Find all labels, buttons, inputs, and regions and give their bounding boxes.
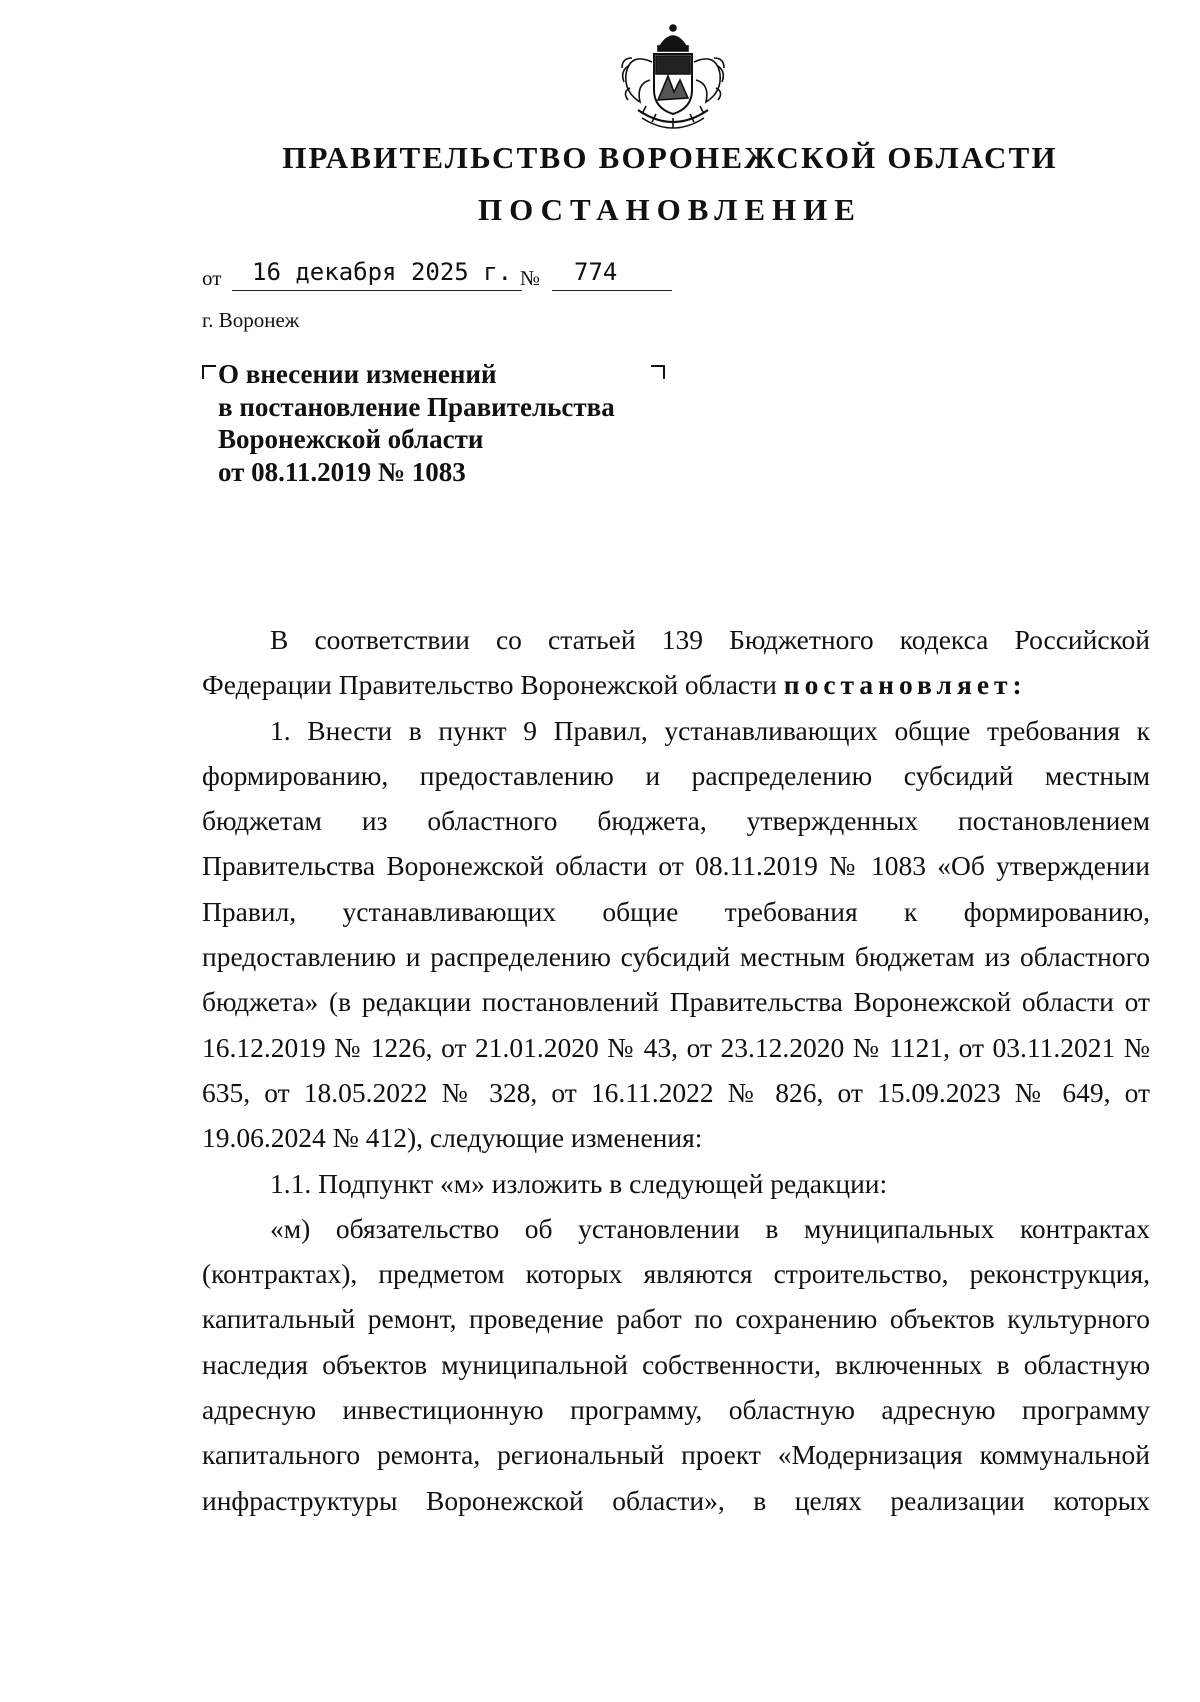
subject-line: Воронежской области <box>218 424 484 454</box>
date-prefix: от <box>202 266 222 290</box>
document-date: 16 декабря 2025 г. <box>252 258 513 286</box>
subject-line: от 08.11.2019 № 1083 <box>218 456 466 487</box>
document-subject <box>218 358 615 488</box>
government-title: ПРАВИТЕЛЬСТВО ВОРОНЕЖСКОЙ ОБЛАСТИ <box>282 140 1058 175</box>
decree-word: постановляет: <box>783 669 1027 701</box>
date-number-line <box>202 258 672 292</box>
number-underline <box>552 290 672 291</box>
number-sign: № <box>520 266 541 290</box>
subject-line: в постановление Правительства <box>218 391 615 422</box>
date-underline <box>232 290 522 291</box>
body-paragraph: 1. Внести в пункт 9 Правил, устанавливающих общие требования к формированию, предоставлению и распределению субсидий местным бюджетам из областного бюджета, утвержденных постановлением Правительства Воронежской области от 08.11.2019 № 1083 «Об утверждении Правил, устанавливающих общие требования к формированию, предоставлению и распределению субсидий местным бюджетам из областного бюджета» (в редакции постановлений Правительства Воронежской области от 16.12.2019 № 1226, от 21.01.2020 № 43, от 23.12.2020 № 1121, от 03.11.2021 № 635, от 18.05.2022 № 328, от 16.11.2022 № 826, от 15.09.2023 № 649, от 19.06.2024 № 412), следующие изменения: <box>202 714 1150 1154</box>
subject-bracket-right <box>651 365 665 379</box>
coat-of-arms-emblem <box>616 22 730 138</box>
city-label: г. Воронеж <box>202 308 300 332</box>
document-body <box>202 617 1150 1523</box>
body-paragraph: «м) обязательство об установлении в муниципальных контрактах (контрактах), предметом которых являются строительство, реконструкция, капитальный ремонт, проведение работ по сохранению объектов культурного наследия объектов муниципальной собственности, включенных в областную адресную инвестиционную программу, областную адресную программу капитального ремонта, региональный проект «Модернизация коммунальной инфраструктуры Воронежской области», в целях реализации которых <box>202 1212 1150 1516</box>
subject-bracket-left <box>202 365 216 379</box>
body-paragraph: 1.1. Подпункт «м» изложить в следующей редакции: <box>270 1167 888 1199</box>
subject-line: О внесении изменений <box>218 359 497 389</box>
document-number: 774 <box>574 258 618 286</box>
document-type-title: ПОСТАНОВЛЕНИЕ <box>478 192 862 227</box>
preamble-paragraph: В соответствии со статьей 139 Бюджетного кодекса Российской Федерации Правительство Воронежской области постановляет: <box>202 624 1150 701</box>
